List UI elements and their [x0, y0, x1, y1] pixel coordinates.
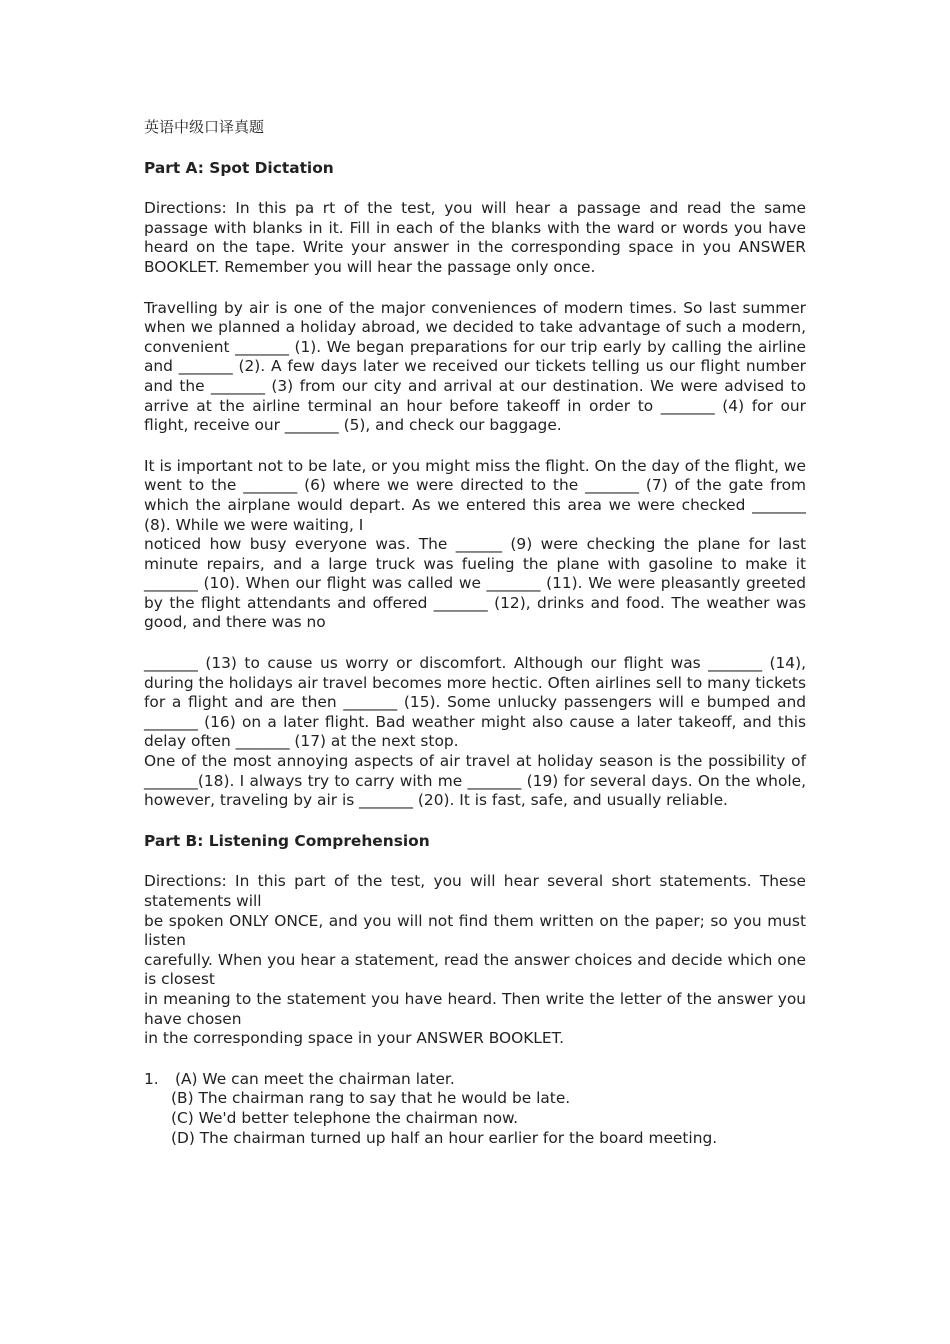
part-b-heading: Part B: Listening Comprehension	[144, 831, 430, 850]
directions-line: carefully. When you hear a statement, read the answer choices and decide which one is closest	[144, 950, 806, 989]
part-a-heading: Part A: Spot Dictation	[144, 158, 334, 177]
option-d: (D) The chairman turned up half an hour earlier for the board meeting.	[171, 1128, 718, 1147]
question-1-first-line	[144, 1070, 806, 1090]
directions-line: be spoken ONLY ONCE, and you will not find them written on the paper; so you must listen	[144, 911, 806, 950]
dictation-paragraph-4: One of the most annoying aspects of air travel at holiday season is the possibility of _______(18). I always try to carry with me _______ (19) for several days. On the whole, however, traveling by air is _______ (20). It is fast, safe, and usually reliable.	[144, 752, 806, 810]
part-b-directions	[144, 872, 806, 1048]
question-1	[144, 1070, 806, 1148]
dictation-paragraph-2	[144, 457, 806, 633]
option-a: (A) We can meet the chairman later.	[175, 1069, 455, 1088]
option-b: (B) The chairman rang to say that he would be late.	[171, 1089, 571, 1108]
document-page	[144, 118, 806, 1148]
dictation-paragraph-1: Travelling by air is one of the major conveniences of modern times. So last summer when we planned a holiday abroad, we decided to take advantage of such a modern, convenient _______ (1). We began preparations for our trip early by calling the airline and _______ (2). A few days later we received our tickets telling us our flight number and the _______ (3) from our city and arrival at our destination. We were advised to arrive at the airline terminal an hour before takeoff in order to _______ (4) for our flight, receive our _______ (5), and check our baggage.	[144, 298, 806, 435]
document-title: 英语中级口译真题	[144, 118, 265, 136]
option-c: (C) We'd better telephone the chairman now.	[171, 1108, 519, 1127]
directions-line: in meaning to the statement you have heard. Then write the letter of the answer you have chosen	[144, 989, 806, 1028]
directions-line: in the corresponding space in your ANSWER BOOKLET.	[144, 1029, 565, 1048]
dictation-paragraph-2-line-a: It is important not to be late, or you might miss the flight. On the day of the flight, we went to the _______ (6) where we were directed to the _______ (7) of the gate from which the airplane would depart. As we entered this area we were checked _______ (8). While we were waiting, I	[144, 456, 806, 534]
directions-line: Directions: In this part of the test, you will hear several short statements. These statements will	[144, 872, 806, 910]
dictation-paragraph-2-line-b: noticed how busy everyone was. The ______ (9) were checking the plane for last minute repairs, and a large truck was fueling the plane with gasoline to make it _______ (10). When our flight was called we _______ (11). We were pleasantly greeted by the flight attendants and offered _______ (12), drinks and food. The weather was good, and there was no	[144, 535, 806, 632]
dictation-paragraph-3: _______ (13) to cause us worry or discomfort. Although our flight was _______ (14), during the holidays air travel becomes more hectic. Often airlines sell to many tickets for a flight and are then _______ (15). Some unlucky passengers will e bumped and _______ (16) on a later flight. Bad weather might also cause a later takeoff, and this delay often _______ (17) at the next stop.	[144, 654, 806, 751]
part-a-directions: Directions: In this pa rt of the test, you will hear a passage and read the same passage with blanks in it. Fill in each of the blanks with the ward or words you have heard on the tape. Write your answer in the corresponding space in you ANSWER BOOKLET. Remember you will hear the passage only once.	[144, 199, 806, 276]
question-number: 1.	[144, 1069, 159, 1088]
